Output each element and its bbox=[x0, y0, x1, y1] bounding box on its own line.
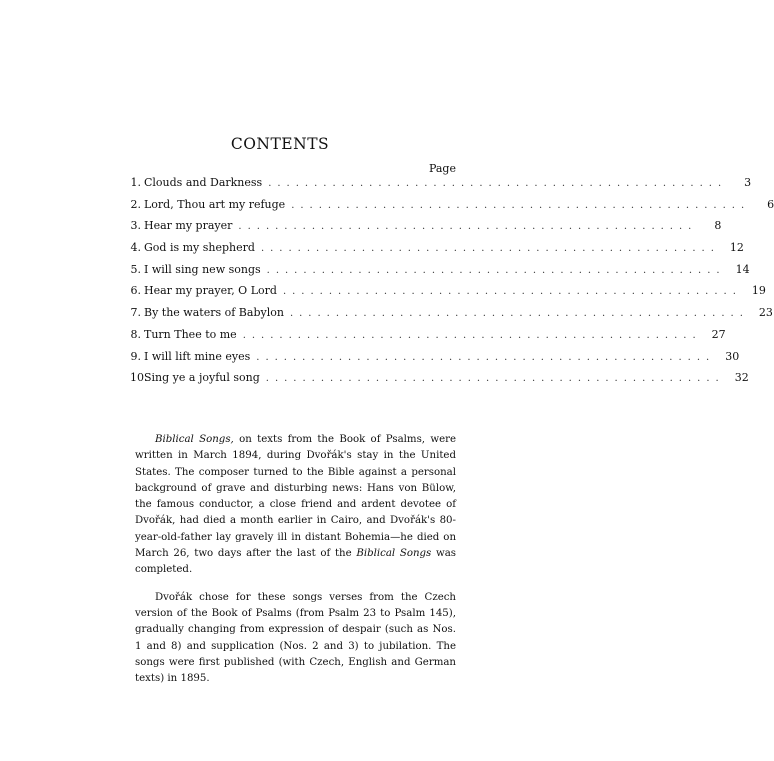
toc-dot-leader: .................................................. bbox=[266, 264, 726, 276]
toc-entry-title: I will sing new songs bbox=[144, 262, 261, 276]
toc-entry-page: 19 bbox=[751, 284, 766, 298]
toc-entry-page: 14 bbox=[735, 262, 750, 276]
toc-entry-number: 3. bbox=[130, 219, 141, 233]
toc-entry-title: Lord, Thou art my refuge bbox=[144, 197, 286, 211]
toc-entry bbox=[130, 306, 773, 328]
work-title: Biblical Songs, bbox=[155, 434, 234, 445]
toc-entry-page: 8 bbox=[714, 219, 722, 233]
toc-entry-page: 12 bbox=[729, 241, 744, 255]
toc-entry-number: 9. bbox=[130, 349, 141, 363]
toc-entry bbox=[130, 349, 740, 372]
toc-entry-number: 8. bbox=[130, 327, 141, 341]
toc-dot-leader: .................................................. bbox=[268, 178, 728, 189]
toc-entry-page: 23 bbox=[758, 306, 773, 320]
toc-entry-number: 6. bbox=[130, 284, 141, 298]
toc-entry-page: 32 bbox=[734, 371, 749, 385]
toc-entry-number: 4. bbox=[130, 241, 141, 255]
toc-dot-leader: .................................................. bbox=[282, 286, 742, 298]
toc-dot-leader: .................................................. bbox=[291, 199, 751, 211]
toc-entry-title: Clouds and Darkness bbox=[144, 176, 263, 189]
toc-entry-number: 7. bbox=[130, 306, 141, 320]
toc-entry-number: 2. bbox=[130, 197, 141, 211]
toc-entry bbox=[130, 176, 752, 198]
toc-entry-page: 3 bbox=[744, 176, 752, 189]
intro-paragraph-2: Dvořák chose for these songs verses from the Czech version of the Book of Psalms (from Psalm 23 to Psalm 145), gradually changing from expression of despair (such as Nos. 1 and 8) and supplication (Nos. 2 and 3) to jubilation. The songs were first published (with Czech, English and German texts) in 1895. bbox=[135, 591, 456, 685]
toc-entry-number: 10. bbox=[130, 371, 148, 385]
toc-entry-title: God is my shepherd bbox=[144, 241, 255, 255]
toc-entry bbox=[130, 327, 726, 350]
toc-entry-title: Hear my prayer, O Lord bbox=[144, 284, 277, 298]
toc-entry-page: 30 bbox=[725, 349, 740, 363]
toc-entry bbox=[130, 284, 766, 306]
intro-text: was completed. bbox=[135, 548, 456, 576]
toc-dot-leader: .................................................. bbox=[289, 308, 749, 320]
toc-dot-leader: .................................................. bbox=[260, 243, 720, 255]
toc-entry bbox=[130, 197, 774, 220]
toc-entry-number: 5. bbox=[130, 262, 141, 276]
toc-dot-leader: .................................................. bbox=[242, 329, 702, 341]
toc-entry-page: 6 bbox=[767, 197, 774, 211]
toc-entry bbox=[130, 371, 749, 393]
toc-dot-leader: .................................................. bbox=[238, 221, 698, 233]
contents-title: CONTENTS bbox=[230, 135, 330, 153]
page-column-header: Page bbox=[428, 162, 456, 175]
toc-entry bbox=[130, 262, 750, 285]
toc-entry bbox=[130, 241, 744, 263]
table-of-contents bbox=[130, 176, 774, 393]
intro-paragraph-1 bbox=[135, 432, 456, 579]
toc-dot-leader: .................................................. bbox=[265, 373, 725, 385]
toc-entry-title: By the waters of Babylon bbox=[144, 306, 284, 320]
work-title: Biblical Songs bbox=[356, 548, 432, 560]
toc-entry-title: I will lift mine eyes bbox=[144, 349, 251, 363]
intro-text: on texts from the Book of Psalms, were written in March 1894, during Dvořák's stay in the United States. The composer turned to the Bible against a personal background of grave and disturbing news: Hans von Bülow, the famous conductor, a close friend and ardent devotee of Dvořák, had died a month earlier in Cairo, and Dvořák's 80-year-old-father lay gravely ill in distant Bohemia—he died on March 26, two days after the last of the bbox=[135, 434, 456, 560]
toc-entry-title: Hear my prayer bbox=[144, 219, 233, 233]
toc-entry-title: Sing ye a joyful song bbox=[144, 371, 260, 385]
introduction-text bbox=[135, 432, 456, 687]
toc-entry-number: 1. bbox=[130, 176, 141, 189]
toc-dot-leader: .................................................. bbox=[256, 351, 716, 363]
toc-entry-page: 27 bbox=[711, 327, 726, 341]
toc-entry-title: Turn Thee to me bbox=[144, 327, 237, 341]
toc-entry bbox=[130, 219, 722, 241]
